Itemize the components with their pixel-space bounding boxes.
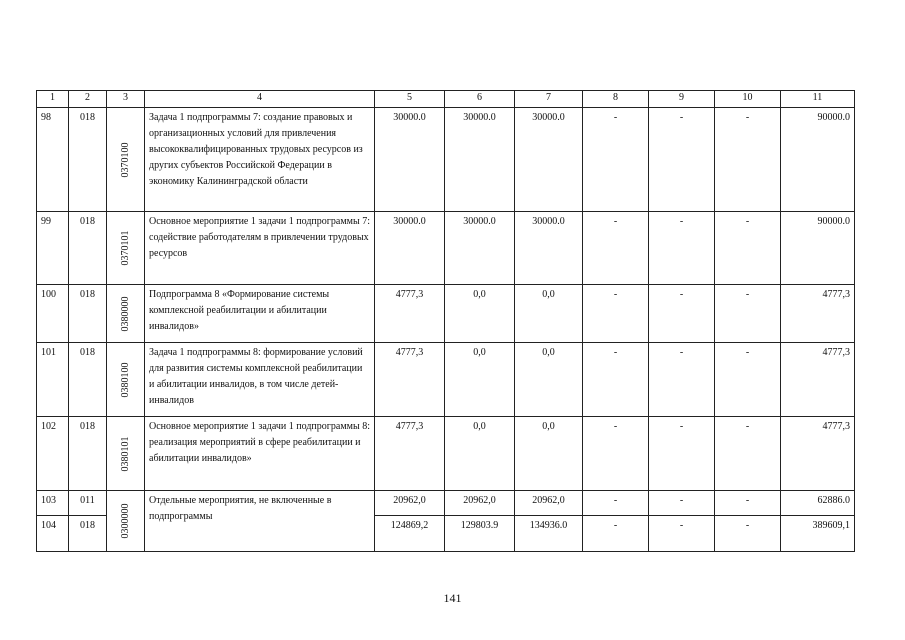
table-row: [37, 491, 855, 516]
row-value-9: -: [649, 516, 715, 552]
row-value-8: -: [583, 212, 649, 285]
row-value-10: -: [715, 343, 781, 417]
row-number: 100: [37, 285, 69, 343]
row-value-6: 30000.0: [445, 212, 515, 285]
row-code: [107, 417, 145, 491]
row-value-7: 0,0: [515, 343, 583, 417]
row-code-text: 0380000: [119, 296, 131, 331]
col-header: 5: [375, 91, 445, 108]
row-value-8: -: [583, 343, 649, 417]
row-code-text: 0370100: [119, 142, 131, 177]
row-value-8: -: [583, 516, 649, 552]
table-row: [37, 285, 855, 343]
row-rz: 018: [69, 417, 107, 491]
row-rz: 018: [69, 516, 107, 552]
row-rz: 011: [69, 491, 107, 516]
col-header: 2: [69, 91, 107, 108]
row-value-11: 389609,1: [781, 516, 855, 552]
row-value-11: 90000.0: [781, 108, 855, 212]
row-value-5: 124869,2: [375, 516, 445, 552]
row-code: [107, 285, 145, 343]
table-row: [37, 343, 855, 417]
row-value-5: 30000.0: [375, 108, 445, 212]
row-value-10: -: [715, 516, 781, 552]
row-rz: 018: [69, 343, 107, 417]
row-number: 99: [37, 212, 69, 285]
row-value-7: 0,0: [515, 285, 583, 343]
row-number: 101: [37, 343, 69, 417]
page-number: 141: [443, 591, 462, 605]
row-value-10: -: [715, 491, 781, 516]
row-rz: 018: [69, 212, 107, 285]
row-code: [107, 491, 145, 552]
row-value-7: 30000.0: [515, 212, 583, 285]
table-header-row: [37, 91, 855, 108]
row-value-5: 20962,0: [375, 491, 445, 516]
row-number: 104: [37, 516, 69, 552]
row-rz: 018: [69, 285, 107, 343]
table-row: [37, 108, 855, 212]
row-value-10: -: [715, 285, 781, 343]
row-value-9: -: [649, 417, 715, 491]
row-value-6: 30000.0: [445, 108, 515, 212]
row-number: 98: [37, 108, 69, 212]
row-value-11: 4777,3: [781, 417, 855, 491]
row-code-text: 0300000: [119, 503, 131, 539]
row-value-8: -: [583, 108, 649, 212]
row-value-5: 4777,3: [375, 417, 445, 491]
row-value-9: -: [649, 491, 715, 516]
table-row: [37, 212, 855, 285]
row-value-10: -: [715, 417, 781, 491]
row-value-5: 4777,3: [375, 285, 445, 343]
row-name: Основное мероприятие 1 задачи 1 подпрограммы 8: реализация мероприятий в сфере реабилитации и абилитации инвалидов»: [145, 417, 375, 491]
row-code-text: 0380101: [119, 436, 131, 471]
row-name: Основное мероприятие 1 задачи 1 подпрограммы 7: содействие работодателям в привлечении трудовых ресурсов: [145, 212, 375, 285]
row-value-8: -: [583, 285, 649, 343]
row-value-5: 30000.0: [375, 212, 445, 285]
col-header: 10: [715, 91, 781, 108]
row-value-10: -: [715, 108, 781, 212]
row-value-9: -: [649, 343, 715, 417]
row-value-11: 90000.0: [781, 212, 855, 285]
row-value-7: 0,0: [515, 417, 583, 491]
col-header: 7: [515, 91, 583, 108]
table-row: [37, 417, 855, 491]
col-header: 9: [649, 91, 715, 108]
row-name: Отдельные мероприятия, не включенные в подпрограммы: [145, 491, 375, 552]
row-value-7: 134936.0: [515, 516, 583, 552]
row-name: Задача 1 подпрограммы 8: формирование условий для развития системы комплексной реабилитации и абилитации инвалидов, в том числе детей-инвалидов: [145, 343, 375, 417]
col-header: 11: [781, 91, 855, 108]
row-code-text: 0380100: [119, 362, 131, 397]
row-name: Подпрограмма 8 «Формирование системы комплексной реабилитации и абилитации инвалидов»: [145, 285, 375, 343]
col-header: 4: [145, 91, 375, 108]
row-number: 103: [37, 491, 69, 516]
col-header: 8: [583, 91, 649, 108]
row-value-5: 4777,3: [375, 343, 445, 417]
row-value-11: 4777,3: [781, 343, 855, 417]
row-code: [107, 212, 145, 285]
row-value-6: 129803.9: [445, 516, 515, 552]
col-header: 1: [37, 91, 69, 108]
row-code: [107, 108, 145, 212]
row-value-7: 30000.0: [515, 108, 583, 212]
row-value-6: 0,0: [445, 343, 515, 417]
row-value-10: -: [715, 212, 781, 285]
row-code-text: 0370101: [119, 230, 131, 266]
row-value-11: 62886.0: [781, 491, 855, 516]
budget-table: [36, 90, 855, 552]
row-value-11: 4777,3: [781, 285, 855, 343]
col-header: 3: [107, 91, 145, 108]
row-number: 102: [37, 417, 69, 491]
row-value-7: 20962,0: [515, 491, 583, 516]
row-name: Задача 1 подпрограммы 7: создание правовых и организационных условий для привлечения высококвалифицированных трудовых ресурсов из других субъектов Российской Федерации в экономику Калининградской области: [145, 108, 375, 212]
row-code: [107, 343, 145, 417]
row-value-9: -: [649, 212, 715, 285]
row-value-8: -: [583, 417, 649, 491]
col-header: 6: [445, 91, 515, 108]
row-value-6: 0,0: [445, 417, 515, 491]
row-value-9: -: [649, 285, 715, 343]
row-value-8: -: [583, 491, 649, 516]
row-rz: 018: [69, 108, 107, 212]
row-value-6: 0,0: [445, 285, 515, 343]
row-value-9: -: [649, 108, 715, 212]
row-value-6: 20962,0: [445, 491, 515, 516]
